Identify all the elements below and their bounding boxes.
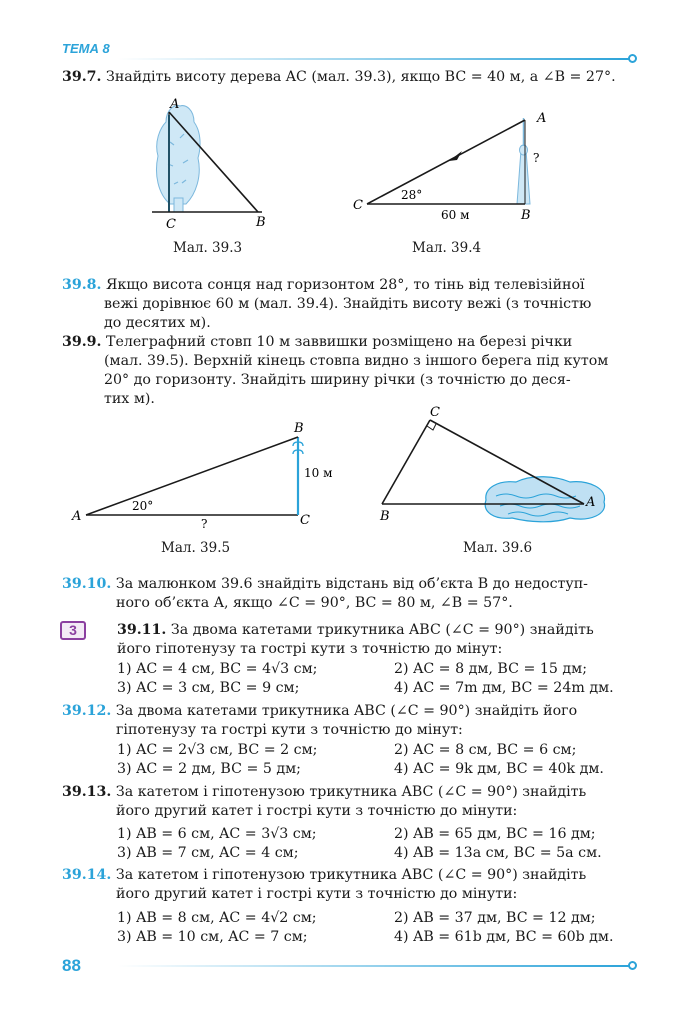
- problem-line: За катетом і гіпотенузою трикутника ABC (∠C = 90°) знайдіть: [115, 867, 587, 883]
- angle-label: 28°: [401, 188, 423, 202]
- problem-line: Якщо висота сонця над горизонтом 28°, то тінь від телевізійної: [106, 277, 585, 293]
- option-4: 4) AB = 13a см, BC = 5a см.: [394, 845, 602, 861]
- caption-39-4: Мал. 39.4: [412, 240, 482, 256]
- option-3: 3) AB = 10 см, AC = 7 см;: [117, 929, 308, 945]
- vertex-label-c: C: [300, 513, 310, 528]
- header-rule: [118, 58, 632, 60]
- option-2: 2) AC = 8 дм, BC = 15 дм;: [394, 661, 587, 677]
- level-badge: 3: [60, 621, 86, 640]
- vertex-label-b: B: [521, 208, 531, 223]
- vertex-label-a: A: [72, 509, 82, 524]
- footer-rule: [118, 965, 632, 967]
- problem-line: (мал. 39.5). Верхній кінець стовпа видно з іншого берега під кутом: [104, 353, 609, 369]
- problem-line: гіпотенузу та гострі кути з точністю до мінут:: [116, 722, 463, 738]
- problem-39-12: [62, 702, 662, 740]
- caption-39-3: Мал. 39.3: [173, 240, 243, 256]
- vertex-label-c: C: [353, 198, 363, 213]
- problem-number: 39.11.: [117, 622, 167, 638]
- sight-line: [86, 437, 298, 515]
- option-3: 3) AC = 2 дм, BC = 5 дм;: [117, 761, 301, 777]
- angle-label: 20°: [132, 499, 154, 513]
- option-3: 3) AC = 3 см, BC = 9 см;: [117, 680, 300, 696]
- problem-line: Телеграфний стовп 10 м заввишки розміщено на березі річки: [106, 334, 573, 350]
- option-4: 4) AC = 7m дм, BC = 24m дм.: [394, 680, 614, 696]
- problem-number: 39.12.: [62, 703, 112, 719]
- height-label: ?: [533, 151, 540, 165]
- page-number: 88: [62, 956, 81, 975]
- option-2: 2) AC = 8 см, BC = 6 см;: [394, 742, 577, 758]
- figure-39-6: [372, 402, 612, 526]
- vertex-label-b: B: [256, 215, 266, 230]
- vertex-label-c: C: [430, 405, 440, 420]
- vertex-label-a: A: [170, 97, 180, 112]
- problem-text: Знайдіть висоту дерева AC (мал. 39.3), якщо BC = 40 м, а ∠B = 27°.: [106, 69, 616, 85]
- figure-39-4: [345, 104, 565, 230]
- problem-line: вежі дорівнює 60 м (мал. 39.4). Знайдіть висоту вежі (з точністю: [104, 296, 592, 312]
- topic-label: ТЕМА 8: [62, 41, 110, 56]
- caption-39-6: Мал. 39.6: [463, 540, 533, 556]
- footer-rule-end: [628, 961, 637, 970]
- right-angle-icon: [427, 424, 436, 430]
- problem-number: 39.10.: [62, 576, 112, 592]
- problem-line: тих м).: [104, 391, 155, 407]
- option-2: 2) AB = 65 дм, BC = 16 дм;: [394, 826, 596, 842]
- problem-39-14: [62, 866, 662, 904]
- base-label: ?: [201, 517, 208, 531]
- problem-line: 20° до горизонту. Знайдіть ширину річки (з точністю до деся-: [104, 372, 571, 388]
- problem-line: його другий катет і гострі кути з точністю до мінути:: [116, 886, 518, 902]
- problem-39-10: [62, 575, 662, 613]
- problem-number: 39.14.: [62, 867, 112, 883]
- problem-line: За малюнком 39.6 знайдіть відстань від об’єкта B до недоступ-: [115, 576, 588, 592]
- vertex-label-b: B: [380, 509, 390, 524]
- problem-39-7: [62, 68, 662, 87]
- problem-line: його гіпотенузу та гострі кути з точністю до мінут:: [117, 641, 503, 657]
- ray-arrow-icon: [449, 151, 462, 161]
- vertex-label-b: B: [294, 421, 304, 436]
- tower-icon: [517, 118, 530, 204]
- problem-line: За двома катетами трикутника ABC (∠C = 90°) знайдіть його: [115, 703, 578, 719]
- option-2: 2) AB = 37 дм, BC = 12 дм;: [394, 910, 596, 926]
- problem-line: його другий катет і гострі кути з точністю до мінути:: [116, 803, 518, 819]
- problem-39-9: [62, 333, 662, 409]
- option-1: 1) AB = 8 см, AC = 4√2 см;: [117, 910, 317, 926]
- sun-ray: [367, 120, 525, 204]
- figure-39-5: [64, 420, 344, 532]
- vertex-label-a: A: [586, 495, 596, 510]
- problem-line: ного об’єкта A, якщо ∠C = 90°, BC = 80 м, ∠B = 57°.: [116, 595, 513, 611]
- problem-39-13: [62, 783, 662, 821]
- problem-line: За катетом і гіпотенузою трикутника ABC (∠C = 90°) знайдіть: [115, 784, 587, 800]
- figure-39-3: [140, 94, 280, 234]
- option-4: 4) AB = 61b дм, BC = 60b дм.: [394, 929, 614, 945]
- problem-39-8: [62, 276, 662, 333]
- option-1: 1) AB = 6 см, AC = 3√3 см;: [117, 826, 317, 842]
- option-1: 1) AC = 2√3 см, BC = 2 см;: [117, 742, 318, 758]
- problem-number: 39.7.: [62, 69, 102, 85]
- problem-number: 39.13.: [62, 784, 112, 800]
- option-3: 3) AB = 7 см, AC = 4 см;: [117, 845, 299, 861]
- problem-number: 39.8.: [62, 277, 102, 293]
- vertex-label-c: C: [166, 217, 176, 232]
- base-label: 60 м: [441, 208, 470, 222]
- problem-line: За двома катетами трикутника ABC (∠C = 90°) знайдіть: [170, 622, 594, 638]
- vertex-label-a: A: [537, 111, 547, 126]
- problem-number: 39.9.: [62, 334, 102, 350]
- problem-line: до десятих м).: [104, 315, 211, 331]
- segment-bc: [382, 420, 430, 504]
- header-rule-end: [628, 54, 637, 63]
- option-1: 1) AC = 4 см, BC = 4√3 см;: [117, 661, 318, 677]
- option-4: 4) AC = 9k дм, BC = 40k дм.: [394, 761, 604, 777]
- caption-39-5: Мал. 39.5: [161, 540, 231, 556]
- problem-39-11: [117, 621, 662, 659]
- height-label: 10 м: [304, 466, 333, 480]
